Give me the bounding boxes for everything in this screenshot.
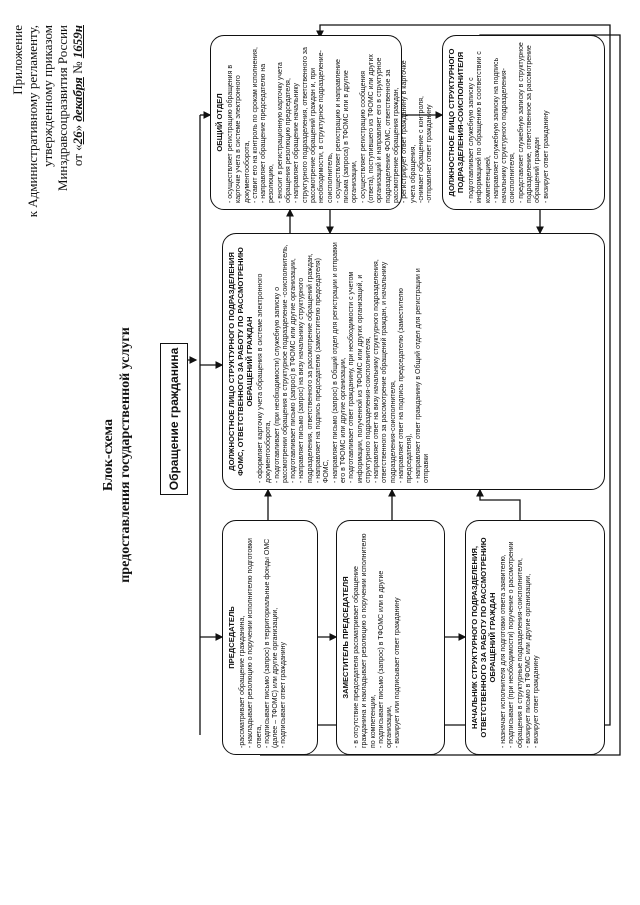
box-chairman xyxy=(222,520,318,755)
list-item: - подготавливает ответ гражданину, при необходимости с учетом информации, полученной из ТФОМС или других организаций, и структурного подразделения-соисполнителя, xyxy=(348,271,372,483)
root-node-citizen-appeal xyxy=(160,343,188,495)
list-item: - подготавливает (при необходимости) служебную записку о рассмотрении обращения в структурное подразделение -соисполнитель, xyxy=(273,244,289,483)
list-item: -снимает обращение с контроля, xyxy=(417,95,425,203)
list-item: -рассматривает обращение гражданина, xyxy=(239,615,246,748)
list-item: - визирует письмо в ТФОМС или другие организации, xyxy=(524,573,532,748)
box-general-list xyxy=(227,42,434,203)
date-prefix: от « xyxy=(70,144,85,167)
header-date-line xyxy=(70,25,85,325)
list-item: - накладывает резолюцию о поручении исполнителю подготовки ответа, xyxy=(247,538,263,748)
box-responsible-official xyxy=(222,233,605,490)
list-item: - подписывает (при необходимости) поручение о рассмотрении обращения в структурные подразделения-соисполнители, xyxy=(508,541,524,748)
date-no: № xyxy=(70,61,85,74)
box-general-title: ОБЩИЙ ОТДЕЛ xyxy=(215,93,224,152)
date-month: декабря xyxy=(70,77,85,122)
box-head-title: НАЧАЛЬНИК СТРУКТУРНОГО ПОДРАЗДЕЛЕНИЯ, ОТВЕТСТВЕННОГО ЗА РАБОТУ ПО РАССМОТРЕНИЮ ОБРАЩЕНИЙ ГРАЖДАН xyxy=(470,537,497,738)
diagram-title xyxy=(100,255,134,655)
list-item: - направляет ответ на визу начальнику структурного подразделения, ответственного за рассмотрение обращений граждан, и начальнику подразделения-соисполнителя, xyxy=(373,259,397,483)
approval-header xyxy=(10,25,85,325)
box-chairman-title: ПРЕДСЕДАТЕЛЬ xyxy=(227,606,236,669)
list-item: - осуществляет регистрацию сообщения (ответа), поступившего из ТФОМС или других организаций и направляет его в структурное подразделение ФОМС, ответственное за рассмотрение обращения граждан, xyxy=(359,54,400,203)
list-item: - подписывает письмо (запрос) в ТФОМС или в другие организации, xyxy=(377,570,394,748)
root-label: Обращение гражданина xyxy=(167,347,181,491)
box-deputy-title: ЗАМЕСТИТЕЛЬ ПРЕДСЕДАТЕЛЯ xyxy=(341,576,350,699)
list-item: - регистрирует ответ гражданину в карточке учета обращения, xyxy=(401,60,417,203)
list-item: - визирует или подписывает ответ гражданину xyxy=(394,597,402,748)
title-line-1: Блок-схема xyxy=(101,419,116,491)
title-line-2: предоставления государственной услуги xyxy=(118,327,133,583)
box-coexecutor-official xyxy=(442,35,605,210)
list-item: - подготавливает письмо (запрос) в ТФОМС или другие организации, xyxy=(290,258,298,483)
box-coexec-list xyxy=(468,42,551,203)
list-item: - подготавливает служебную записку с информацией по обращению в соответствии с компетенцией, xyxy=(468,51,492,203)
header-line-2: к Административному регламенту, xyxy=(25,25,40,218)
date-mid: » xyxy=(70,124,85,132)
connector-head-official xyxy=(480,490,520,520)
header-line-3: утвержденному приказом xyxy=(40,25,55,167)
list-item: - подписывает ответ гражданину xyxy=(280,641,288,748)
list-item: - осуществляет регистрацию и направление письма (запроса) в ТФОМС или в другие организации, xyxy=(334,59,359,203)
list-item: - вносит в регистрационную карточку учета обращения резолюцию председателя, xyxy=(276,62,293,203)
box-head-list xyxy=(500,527,541,748)
list-item: - визирует ответ гражданину xyxy=(533,655,541,748)
box-deputy xyxy=(336,520,445,755)
list-item: - направляет ответ гражданину в Общий отдел для регистрации и отправки xyxy=(414,268,430,483)
list-item: - осуществляет регистрацию обращения в карточке учета в системе электронного документооборота, xyxy=(227,64,251,203)
list-item: - направляет на подпись председателю (заместителю председателя) ФОМС, xyxy=(315,258,331,483)
box-official-list xyxy=(257,240,431,483)
box-chairman-list xyxy=(239,527,289,748)
list-item: - направляет письмо (запрос) в Общий отдел для регистрации и отправки его в ТФОМС или другие организации, xyxy=(331,242,347,483)
order-number: 1659н xyxy=(70,25,85,59)
box-department-head xyxy=(465,520,605,755)
list-item: - направляет письмо (запрос) на визу начальнику структурного подразделения, ответственного за рассмотрение обращений граждан, xyxy=(298,253,314,483)
list-item: - направляет обращение председателю на резолюцию, xyxy=(260,63,276,203)
date-day: 26 xyxy=(70,131,85,145)
list-item: -отправляет ответ гражданину xyxy=(426,104,434,203)
list-item: - направляет обращение начальнику структурного подразделения, ответственного за рассмотрение обращений граждан и, при необходимости, в структурное подразделение-соисполнитель, xyxy=(293,47,334,203)
box-general-department xyxy=(210,35,434,210)
box-official-title: ДОЛЖНОСТНОЕ ЛИЦО СТРУКТУРНОГО ПОДРАЗДЕЛЕНИЯ ФОМС, ОТВЕТСТВЕННОГО ЗА РАБОТУ ПО РАССМОТРЕНИЮ ОБРАЩЕНИЙ ГРАЖДАН xyxy=(227,247,254,476)
list-item: - визирует ответ гражданину xyxy=(542,110,550,203)
header-line-4: Минздравсоцразвития России xyxy=(55,25,70,192)
list-item: - назначает исполнителя для подготовки ответа заявителю, xyxy=(500,554,507,748)
header-line-1: Приложение xyxy=(10,25,25,95)
list-item: - оформляет карточку учета обращения в системе электронного документооборота, xyxy=(257,273,273,483)
box-coexec-title: ДОЛЖНОСТНОЕ ЛИЦО СТРУКТУРНОГО ПОДРАЗДЕЛЕНИЯ-СОИСПОЛНИТЕЛЯ xyxy=(447,48,465,197)
list-item: - направляет ответ на подпись председателю (заместителю председателя), xyxy=(398,288,414,483)
list-item: - представляет служебную записку в структурное подразделение, ответственное за рассмотрение обращений граждан xyxy=(517,42,542,203)
box-deputy-list xyxy=(353,527,403,748)
list-item: - подписывает письмо (запрос) в территориальные фонды ОМС (далее – ТФОМС) или другие организации, xyxy=(263,538,280,748)
list-item: - ставит его на контроль по срокам исполнения, xyxy=(251,47,259,203)
list-item: - направляет служебную записку на подпись начальнику структурного подразделения-соисполнителя, xyxy=(492,57,517,203)
list-item: - в отсутствие председателя рассматривает обращение гражданина и накладывает резолюцию о поручении исполнителю по компетенции, xyxy=(353,533,377,748)
